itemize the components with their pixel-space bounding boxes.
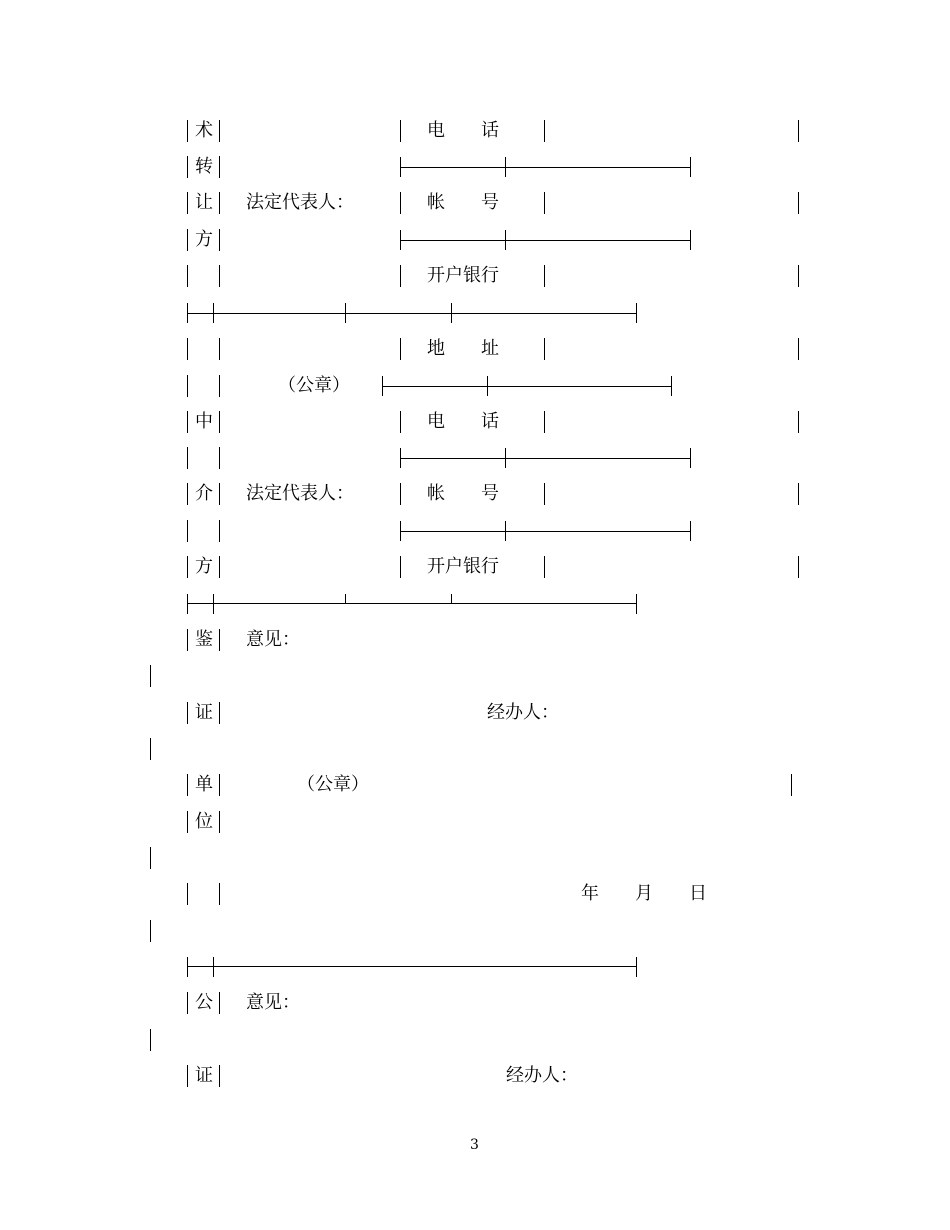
table-border (798, 556, 799, 578)
table-border (219, 774, 220, 796)
side-label-char: 方 (195, 556, 213, 577)
table-border (187, 411, 188, 433)
table-border (187, 992, 188, 1014)
table-border (219, 556, 220, 578)
opinion-label: 意见： (246, 629, 300, 650)
table-border (798, 265, 799, 287)
table-rule (400, 531, 691, 532)
table-border (544, 483, 545, 505)
table-border (400, 265, 401, 287)
table-border (187, 774, 188, 796)
table-border (400, 338, 401, 360)
table-border (213, 594, 214, 614)
side-label-char: 转 (195, 156, 213, 177)
table-border (187, 483, 188, 505)
handler-label: 经办人： (506, 1065, 578, 1086)
side-label-char: 证 (195, 702, 213, 723)
table-border (345, 303, 346, 323)
side-label-char: 公 (195, 992, 213, 1013)
table-border (798, 411, 799, 433)
table-border (690, 157, 691, 177)
table-border (219, 447, 220, 469)
table-border (487, 376, 488, 396)
date-label: 年 月 日 (581, 883, 707, 904)
table-border (219, 192, 220, 214)
table-border (150, 847, 151, 869)
table-border (505, 448, 506, 468)
table-border (219, 120, 220, 142)
opinion-label: 意见： (246, 992, 300, 1013)
table-border (219, 520, 220, 542)
table-rule (400, 240, 691, 241)
table-border (636, 594, 637, 614)
table-border (187, 156, 188, 178)
table-border (187, 629, 188, 651)
phone-label: 电 话 (427, 120, 499, 141)
table-border (150, 738, 151, 760)
seal-label: （公章） (297, 774, 369, 795)
table-border (345, 594, 346, 604)
table-border (544, 556, 545, 578)
table-border (219, 702, 220, 724)
bank-label: 开户银行 (427, 265, 499, 286)
bank-label: 开户银行 (427, 556, 499, 577)
table-border (187, 375, 188, 397)
table-border (798, 338, 799, 360)
address-label: 地 址 (427, 338, 499, 359)
table-border (400, 556, 401, 578)
table-border (505, 230, 506, 250)
table-border (544, 338, 545, 360)
side-label-char: 单 (195, 774, 213, 795)
table-border (400, 192, 401, 214)
table-rule (187, 603, 637, 604)
table-border (219, 483, 220, 505)
table-border (690, 448, 691, 468)
table-border (544, 120, 545, 142)
table-border (505, 521, 506, 541)
table-border (187, 556, 188, 578)
table-border (219, 375, 220, 397)
table-rule (187, 966, 637, 967)
account-label: 帐 号 (427, 483, 499, 504)
table-rule (400, 167, 691, 168)
table-border (150, 665, 151, 687)
table-border (219, 265, 220, 287)
page-number: 3 (470, 1137, 479, 1153)
side-label-char: 让 (195, 192, 213, 213)
table-border (791, 774, 792, 796)
side-label-char: 位 (195, 811, 213, 832)
table-border (798, 483, 799, 505)
table-border (187, 447, 188, 469)
table-border (187, 520, 188, 542)
side-label-char: 证 (195, 1065, 213, 1086)
table-border (213, 303, 214, 323)
legal-rep-label: 法定代表人： (246, 192, 354, 213)
table-border (690, 230, 691, 250)
table-border (187, 1065, 188, 1087)
table-border (798, 120, 799, 142)
table-border (219, 156, 220, 178)
table-border (798, 192, 799, 214)
table-border (187, 702, 188, 724)
table-border (187, 265, 188, 287)
table-border (400, 120, 401, 142)
table-border (219, 629, 220, 651)
table-border (451, 594, 452, 604)
side-label-char: 中 (195, 411, 213, 432)
table-border (671, 376, 672, 396)
table-border (150, 1029, 151, 1051)
table-border (544, 192, 545, 214)
table-border (544, 411, 545, 433)
side-label-char: 鉴 (195, 629, 213, 650)
table-border (400, 483, 401, 505)
table-border (219, 1065, 220, 1087)
table-border (219, 229, 220, 251)
table-border (544, 265, 545, 287)
table-rule (382, 386, 672, 387)
table-border (219, 811, 220, 833)
handler-label: 经办人： (487, 702, 559, 723)
side-label-char: 介 (195, 483, 213, 504)
table-border (150, 920, 151, 942)
table-border (219, 411, 220, 433)
table-border (187, 338, 188, 360)
account-label: 帐 号 (427, 192, 499, 213)
table-border (219, 338, 220, 360)
table-border (219, 883, 220, 905)
table-border (187, 229, 188, 251)
table-border (187, 120, 188, 142)
side-label-char: 方 (195, 229, 213, 250)
table-border (219, 992, 220, 1014)
table-border (690, 521, 691, 541)
table-rule (400, 458, 691, 459)
table-border (187, 811, 188, 833)
legal-rep-label: 法定代表人： (246, 483, 354, 504)
table-border (636, 957, 637, 977)
side-label-char: 术 (195, 120, 213, 141)
table-border (187, 192, 188, 214)
table-border (451, 303, 452, 323)
phone-label: 电 话 (427, 411, 499, 432)
table-border (400, 411, 401, 433)
seal-label: （公章） (278, 375, 350, 396)
table-rule (187, 313, 637, 314)
table-border (636, 303, 637, 323)
table-border (187, 883, 188, 905)
table-border (505, 157, 506, 177)
table-border (213, 957, 214, 977)
